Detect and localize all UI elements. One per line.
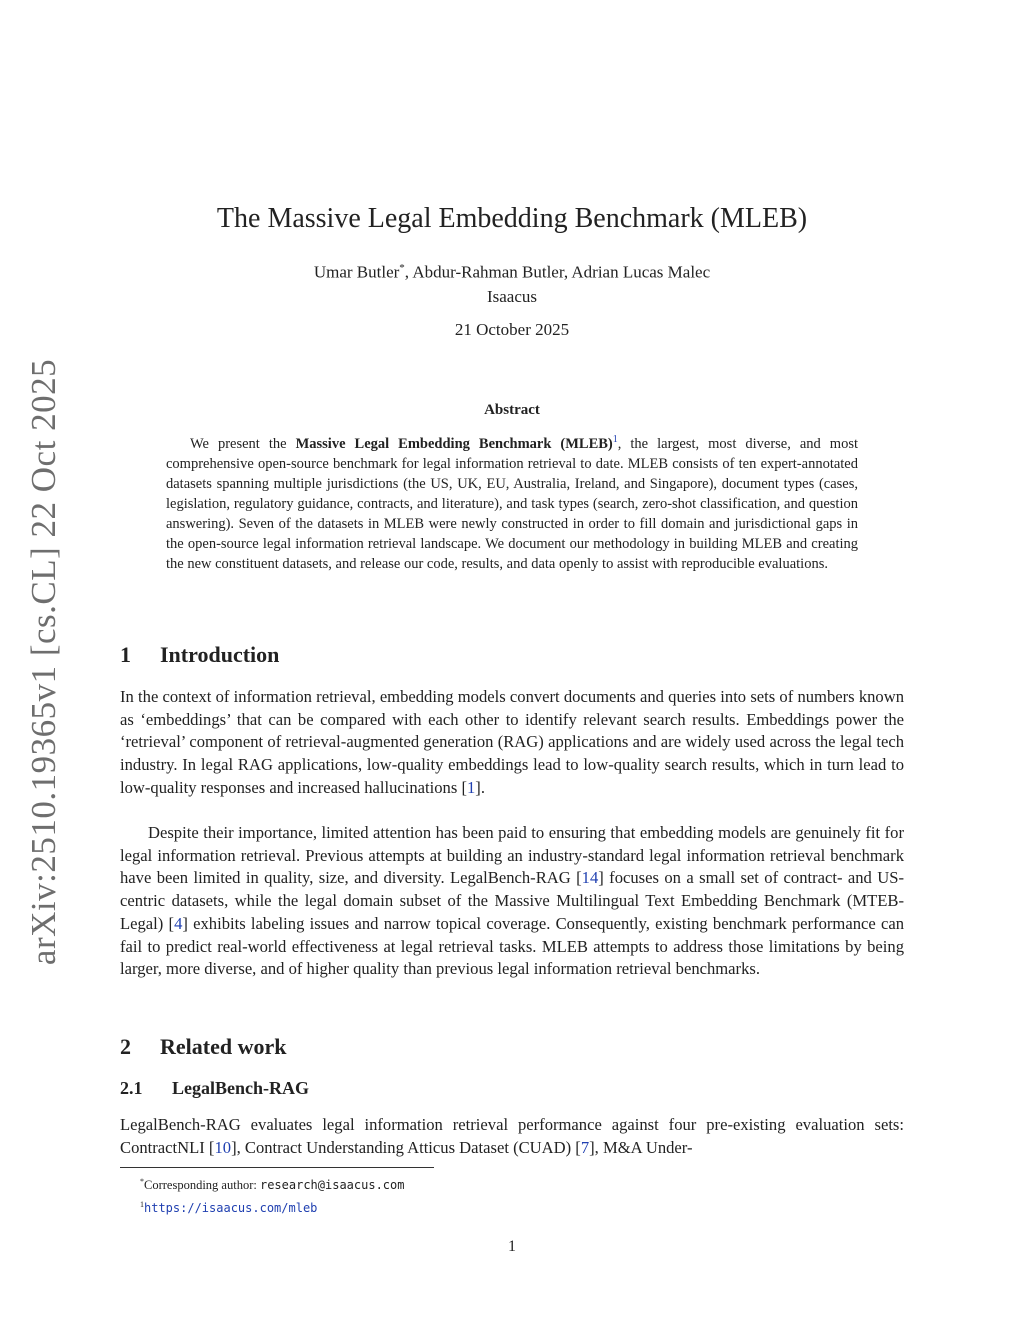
subsection-heading-legalbench-rag [120, 1078, 309, 1099]
subsection-number: 2.1 [120, 1078, 143, 1098]
author-rest: , Abdur-Rahman Butler, Adrian Lucas Malec [404, 262, 711, 282]
citation-link[interactable]: 14 [581, 868, 599, 888]
intro-p1-text: In the context of information retrieval, embedding models convert documents and queries into sets of numbers known as ‘embeddings’ that can be compared with each other to identify relevant search results. Embeddings power the ‘retrieval’ component of retrieval-augmented generation (RAG) applications and are widely used across the legal tech industry. In legal RAG applications, low-quality embeddings lead to low-quality search results, which in turn lead to low-quality responses and increased hallucinations [ [120, 687, 904, 797]
abstract-benchmark-name: Massive Legal Embedding Benchmark (MLEB) [295, 435, 613, 452]
intro-paragraph-2 [120, 822, 904, 981]
arxiv-identifier-stamp: arXiv:2510.19365v1 [cs.CL] 22 Oct 2025 [24, 358, 63, 966]
footnote-url [140, 1195, 404, 1218]
section-heading-introduction [120, 642, 279, 668]
citation-link[interactable]: 4 [174, 913, 183, 933]
citation-link[interactable]: 7 [580, 1137, 590, 1157]
corresponding-author-mark: * [399, 262, 405, 274]
citation-link[interactable]: 10 [214, 1137, 232, 1157]
intro-paragraph-1 [120, 686, 904, 800]
intro-p2-text-b: ] focuses on a small set of contract- and US-centric datasets, while the legal domain subset of the Massive Multilingual Text Embedding Benchmark (MTEB-Legal) [ [120, 868, 904, 933]
section-title: Related work [160, 1034, 287, 1059]
paper-title: The Massive Legal Embedding Benchmark (MLEB) [216, 202, 808, 234]
corresponding-email[interactable]: research@isaacus.com [259, 1178, 405, 1193]
intro-p1-end: ]. [475, 777, 485, 797]
section-heading-related-work [120, 1034, 286, 1060]
author-list [0, 256, 1024, 285]
footnotes [140, 1172, 404, 1218]
mleb-url-link[interactable]: https://isaacus.com/mleb [144, 1201, 318, 1216]
footnote-divider [120, 1167, 434, 1168]
abstract-heading: Abstract [484, 402, 540, 418]
page-number: 1 [508, 1238, 516, 1255]
abstract-text [166, 430, 858, 574]
section-title: Introduction [160, 642, 280, 667]
section-number: 1 [120, 642, 131, 667]
publication-date: 21 October 2025 [454, 320, 570, 339]
related-paragraph-1 [120, 1114, 904, 1159]
footnote-label: Corresponding author: [144, 1178, 260, 1193]
author-first: Umar Butler [313, 262, 400, 282]
abstract-body: , the largest, most diverse, and most comprehensive open-source benchmark for legal information retrieval to date. MLEB consists of ten expert-annotated datasets spanning multiple jurisdictions (the US, UK, EU, Australia, Ireland, and Singapore), document types (cases, legislation, regulatory guidance, contracts, and literature), and task types (search, zero-shot classification, and question answering). Seven of the datasets in MLEB were newly constructed in order to fill domain and jurisdictional gaps in the open-source legal information retrieval landscape. We document our methodology in building MLEB and creating the new constituent datasets, and release our code, results, and data openly to assist with reproducible evaluations. [166, 435, 859, 573]
footnote-corresponding-author [140, 1172, 404, 1195]
footnote-mark: 1 [140, 1200, 144, 1210]
subsection-title: LegalBench-RAG [172, 1078, 309, 1098]
abstract-lead: We present the [190, 435, 296, 452]
related-p1-text-c: ], M&A Under- [589, 1137, 693, 1157]
related-p1-text-b: ], Contract Understanding Atticus Dataset (CUAD) [ [231, 1137, 581, 1157]
intro-p2-text-a: Despite their importance, limited attention has been paid to ensuring that embedding models are genuinely fit for legal information retrieval. Previous attempts at building an industry-standard legal information retrieval benchmark have been limited in quality, size, and diversity. LegalBench-RAG [ [120, 823, 904, 888]
citation-link[interactable]: 1 [467, 777, 476, 797]
affiliation: Isaacus [486, 286, 538, 306]
footnote-mark: * [140, 1177, 144, 1186]
author-block [0, 256, 1024, 309]
section-number: 2 [120, 1034, 131, 1059]
intro-p2-text-c: ] exhibits labeling issues and narrow topical coverage. Consequently, existing benchmark performance can fail to predict real-world effectiveness at legal retrieval tasks. MLEB attempts to address those limitations by being larger, more diverse, and of higher quality than previous legal information retrieval benchmarks. [120, 913, 904, 979]
related-p1-text-a: LegalBench-RAG evaluates legal information retrieval performance against four pre-existing evaluation sets: ContractNLI [ [120, 1115, 904, 1157]
footnote-ref-1[interactable]: 1 [612, 434, 618, 445]
